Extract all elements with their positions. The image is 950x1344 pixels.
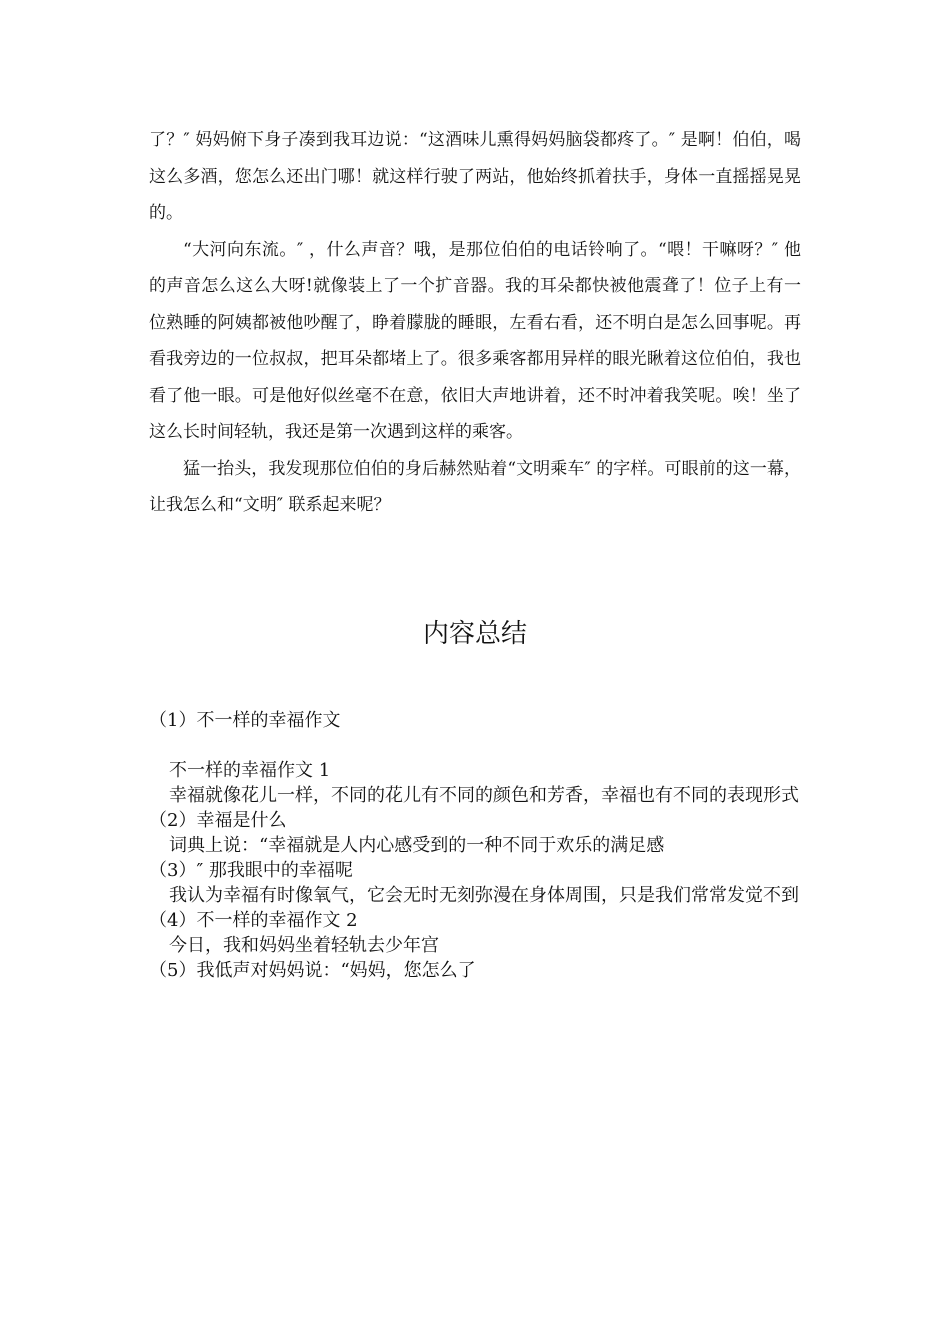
summary-line-text: 我认为幸福有时像氧气，它会无时无刻弥漫在身体周围，只是我们常常发觉不到 — [169, 885, 799, 906]
summary-line: 词典上说：“幸福就是人内心感受到的一种不同于欢乐的满足感 — [169, 835, 665, 856]
summary-list — [149, 708, 801, 983]
paragraph-1: 了？″ 妈妈俯下身子凑到我耳边说：“这酒味儿熏得妈妈脑袋都疼了。″ 是啊！伯伯，喝这么多酒，您怎么还出门哪！就这样行驶了两站，他始终抓着扶手，身体一直摇摇晃晃的。 — [149, 130, 801, 223]
summary-line: （2）幸福是什么 — [149, 810, 287, 831]
summary-line-text: 幸福就像花儿一样，不同的花儿有不同的颜色和芳香，幸福也有不同的表现形式 — [169, 785, 799, 806]
summary-line: 不一样的幸福作文 1 — [169, 760, 331, 781]
summary-line: （4）不一样的幸福作文 2 — [149, 910, 358, 931]
summary-title: 内容总结 — [422, 619, 527, 649]
summary-line — [149, 883, 801, 908]
story-body — [149, 122, 801, 524]
paragraph-2: “大河向东流。″ ，什么声音？哦，是那位伯伯的电话铃响了。“喂！干嘛呀？″ 他的声音怎么这么大呀!就像装上了一个扩音器。我的耳朵都快被他震聋了！位子上有一位熟睡的阿姨都被他吵醒了，睁着朦胧的睡眼，左看右看，还不明白是怎么回事呢。再看我旁边的一位叔叔，把耳朵都堵上了。很多乘客都用异样的眼光瞅着这位伯伯，我也看了他一眼。可是他好似丝毫不在意，依旧大声地讲着，还不时冲着我笑呢。唉！坐了这么长时间轻轨，我还是第一次遇到这样的乘客。 — [149, 239, 801, 442]
summary-line: （3）″ 那我眼中的幸福呢 — [149, 860, 353, 881]
summary-line — [149, 783, 801, 808]
summary-line: （5）我低声对妈妈说：“妈妈，您怎么了 — [149, 960, 476, 981]
paragraph-3: 猛一抬头，我发现那位伯伯的身后赫然贴着“文明乘车″ 的字样。可眼前的这一幕，让我怎么和“文明″ 联系起来呢？ — [149, 458, 801, 515]
summary-line: （1）不一样的幸福作文 — [149, 710, 341, 731]
summary-line: 今日，我和妈妈坐着轻轨去少年宫 — [169, 935, 439, 956]
